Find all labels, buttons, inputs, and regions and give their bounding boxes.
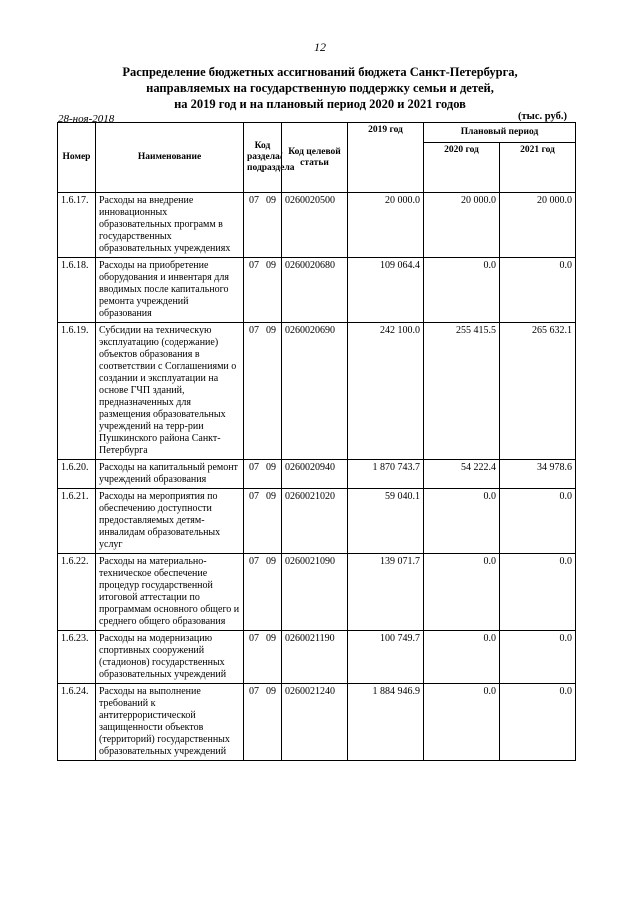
row-2021: 0.0: [500, 684, 576, 761]
row-section-code: [244, 631, 282, 684]
subsection: 09: [266, 633, 276, 644]
title-line: Распределение бюджетных ассигнований бюджета Санкт-Петербурга,: [122, 65, 518, 79]
row-2021: 0.0: [500, 489, 576, 554]
row-2020: 0.0: [424, 258, 500, 323]
section: 07: [249, 491, 259, 502]
row-target-code: 0260020500: [282, 193, 348, 258]
row-section-code: [244, 460, 282, 489]
row-name: Расходы на внедрение инновационных образовательных программ в государственных образовательных учреждениях: [96, 193, 244, 258]
header-2019: 2019 год: [348, 123, 424, 193]
section: 07: [249, 260, 259, 271]
row-target-code: 0260021090: [282, 554, 348, 631]
table-row: [58, 460, 576, 489]
row-2020: 255 415.5: [424, 323, 500, 460]
row-number: 1.6.17.: [58, 193, 96, 258]
subsection: 09: [266, 260, 276, 271]
row-number: 1.6.18.: [58, 258, 96, 323]
section: 07: [249, 195, 259, 206]
header-planned-period: Плановый период: [424, 123, 576, 143]
row-2019: 1 870 743.7: [348, 460, 424, 489]
row-2019: 1 884 946.9: [348, 684, 424, 761]
row-number: 1.6.19.: [58, 323, 96, 460]
section: 07: [249, 686, 259, 697]
row-2019: 242 100.0: [348, 323, 424, 460]
row-number: 1.6.21.: [58, 489, 96, 554]
subsection: 09: [266, 556, 276, 567]
row-2021: 34 978.6: [500, 460, 576, 489]
row-2019: 59 040.1: [348, 489, 424, 554]
row-name: Расходы на материально-техническое обеспечение процедур государственной итоговой аттестации по программам основного общего и среднего общего образования: [96, 554, 244, 631]
subsection: 09: [266, 491, 276, 502]
subsection: 09: [266, 325, 276, 336]
row-2020: 0.0: [424, 554, 500, 631]
header-2021: 2021 год: [500, 143, 576, 193]
subsection: 09: [266, 195, 276, 206]
row-2020: 0.0: [424, 684, 500, 761]
row-target-code: 0260021240: [282, 684, 348, 761]
row-2019: 139 071.7: [348, 554, 424, 631]
table-row: [58, 489, 576, 554]
row-2020: 54 222.4: [424, 460, 500, 489]
row-name: Субсидии на техническую эксплуатацию (содержание) объектов образования в соответствии с Соглашениями о создании и эксплуатации на основе ГЧП зданий, предназначенных для размещения образовательных учреждений на терр-рии Пушкинского района Санкт-Петербурга: [96, 323, 244, 460]
row-target-code: 0260020680: [282, 258, 348, 323]
row-2021: 20 000.0: [500, 193, 576, 258]
section: 07: [249, 462, 259, 473]
row-number: 1.6.24.: [58, 684, 96, 761]
row-section-code: [244, 193, 282, 258]
title-line: направляемых на государственную поддержку семьи и детей,: [146, 81, 494, 95]
section: 07: [249, 556, 259, 567]
header-section-code: Код раздела/подраздела: [244, 123, 282, 193]
section: 07: [249, 325, 259, 336]
row-name: Расходы на выполнение требований к антитеррористической защищенности объектов (территорий) государственных образовательных учреждений: [96, 684, 244, 761]
row-target-code: 0260020690: [282, 323, 348, 460]
header-name: Наименование: [96, 123, 244, 193]
table-row: [58, 193, 576, 258]
row-number: 1.6.23.: [58, 631, 96, 684]
row-2021: 0.0: [500, 554, 576, 631]
page-number: 12: [314, 40, 326, 54]
budget-table: [57, 122, 576, 761]
row-number: 1.6.22.: [58, 554, 96, 631]
title-line: на 2019 год и на плановый период 2020 и 2021 годов: [174, 97, 466, 111]
table-row: [58, 631, 576, 684]
table-row: [58, 258, 576, 323]
table-row: [58, 684, 576, 761]
row-name: Расходы на приобретение оборудования и инвентаря для вводимых после капитального ремонта учреждений образования: [96, 258, 244, 323]
units-label: (тыс. руб.): [518, 111, 567, 122]
row-number: 1.6.20.: [58, 460, 96, 489]
row-2021: 0.0: [500, 258, 576, 323]
table-row: [58, 323, 576, 460]
row-2020: 0.0: [424, 631, 500, 684]
section: 07: [249, 633, 259, 644]
header-2020: 2020 год: [424, 143, 500, 193]
document-date: 28-ноя-2018: [58, 113, 115, 125]
subsection: 09: [266, 686, 276, 697]
row-2019: 20 000.0: [348, 193, 424, 258]
row-name: Расходы на модернизацию спортивных сооружений (стадионов) государственных образовательных учреждений: [96, 631, 244, 684]
row-target-code: 0260021020: [282, 489, 348, 554]
subsection: 09: [266, 462, 276, 473]
row-2021: 265 632.1: [500, 323, 576, 460]
row-2019: 109 064.4: [348, 258, 424, 323]
row-target-code: 0260020940: [282, 460, 348, 489]
row-2019: 100 749.7: [348, 631, 424, 684]
row-section-code: [244, 323, 282, 460]
row-name: Расходы на мероприятия по обеспечению доступности предоставляемых детям-инвалидам образовательных услуг: [96, 489, 244, 554]
header-number: Номер: [58, 123, 96, 193]
row-2020: 0.0: [424, 489, 500, 554]
row-2020: 20 000.0: [424, 193, 500, 258]
row-section-code: [244, 489, 282, 554]
table-row: [58, 554, 576, 631]
row-2021: 0.0: [500, 631, 576, 684]
row-section-code: [244, 554, 282, 631]
row-section-code: [244, 258, 282, 323]
page-title: [80, 64, 560, 112]
row-target-code: 0260021190: [282, 631, 348, 684]
row-section-code: [244, 684, 282, 761]
row-name: Расходы на капитальный ремонт учреждений образования: [96, 460, 244, 489]
header-target-code: Код целевой статьи: [282, 123, 348, 193]
